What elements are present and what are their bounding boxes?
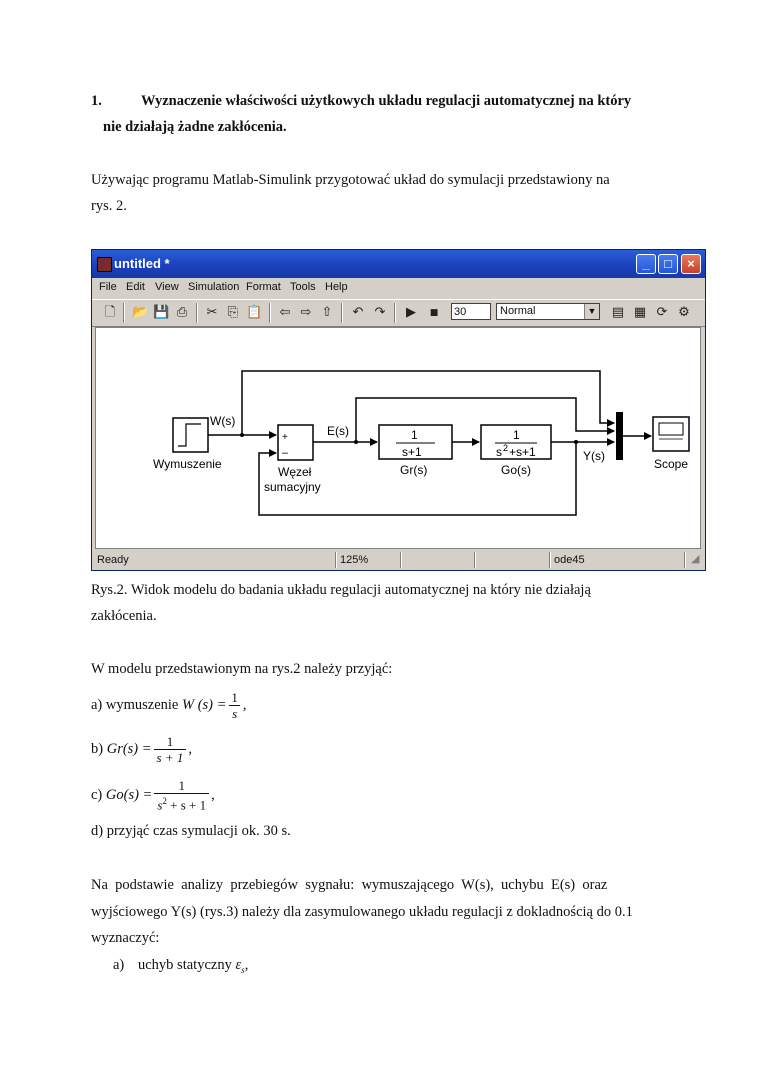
save-icon[interactable]: 💾	[153, 305, 170, 320]
list-item-a-text: uchyb statyczny	[138, 957, 236, 973]
sum-label-line1: Węzeł	[278, 465, 312, 479]
window-title: untitled *	[114, 256, 170, 271]
analysis-line1: Na podstawie analizy przebiegów sygnału: wymuszającego W(s), uchybu E(s) oraz	[91, 877, 608, 893]
go-label: Go(s)	[501, 463, 531, 477]
go-denominator-exponent: 2	[503, 443, 509, 453]
mux-block[interactable]	[616, 412, 623, 460]
scope-block[interactable]	[653, 417, 689, 451]
y-signal-label: Y(s)	[583, 449, 605, 463]
section-number: 1.	[91, 93, 102, 109]
source-label: Wymuszenie	[153, 457, 222, 471]
update-diagram-icon[interactable]: ⟳	[656, 305, 668, 320]
gr-label: Gr(s)	[400, 463, 428, 477]
item-c	[91, 777, 215, 813]
open-folder-icon[interactable]: 📂	[132, 305, 149, 320]
item-c-suffix: ,	[211, 786, 215, 803]
intro-line1: Używając programu Matlab-Simulink przygotować układ do symulacji przedstawiony na	[91, 172, 610, 188]
menu-edit[interactable]: Edit	[126, 281, 145, 293]
up-arrow-icon[interactable]: ⇧	[321, 305, 333, 320]
gr-denominator: s+1	[402, 445, 422, 459]
new-file-icon[interactable]: 🗋	[104, 305, 116, 320]
item-c-denominator-s: s	[157, 797, 163, 813]
cut-icon[interactable]: ✂	[206, 305, 218, 320]
forward-arrow-icon[interactable]: ⇨	[300, 305, 312, 320]
item-b-lhs: Gr(s) =	[106, 740, 152, 757]
toolbar	[92, 299, 705, 327]
analysis-line2: wyjściowego Y(s) (rys.3) należy dla zasymulowanego układu regulacji z dokladnością do 0.1	[91, 904, 633, 920]
item-c-denominator-exponent: 2	[162, 795, 167, 806]
gr-numerator: 1	[411, 428, 418, 442]
title-bar[interactable]	[92, 250, 705, 278]
item-b-prefix: b)	[91, 740, 104, 757]
model-explorer-icon[interactable]: ⚙	[678, 305, 690, 320]
paste-icon[interactable]: 📋	[246, 305, 263, 320]
simulation-mode-select[interactable]	[496, 303, 600, 320]
item-c-lhs: Go(s) =	[105, 786, 153, 803]
list-item-a-suffix: ,	[244, 957, 249, 973]
item-c-denominator-rest: + s + 1	[166, 797, 207, 813]
item-b-denominator: s + 1	[154, 749, 187, 765]
model-canvas[interactable]	[95, 327, 701, 549]
model-intro: W modelu przedstawionym na rys.2 należy przyjąć:	[91, 661, 393, 677]
item-d: d) przyjąć czas symulacji ok. 30 s.	[91, 823, 291, 839]
scope-label: Scope	[654, 457, 689, 471]
section-title-line2: nie działają żadne zakłócenia.	[103, 119, 287, 135]
e-signal-label: E(s)	[327, 424, 349, 438]
gr-transfer-block[interactable]	[379, 425, 452, 459]
menu-view[interactable]: View	[155, 281, 179, 293]
menu-help[interactable]: Help	[325, 281, 348, 293]
item-a	[91, 688, 247, 722]
item-a-denominator: s	[229, 705, 240, 721]
item-c-numerator: 1	[178, 777, 185, 793]
item-c-prefix: c)	[91, 786, 103, 803]
list-item-a-symbol: ε	[235, 957, 242, 973]
back-arrow-icon[interactable]: ⇦	[279, 305, 291, 320]
item-a-suffix: ,	[242, 696, 247, 713]
undo-icon[interactable]: ↶	[352, 305, 364, 320]
stop-time-input[interactable]: 30	[451, 303, 491, 320]
menu-bar	[92, 278, 705, 298]
go-numerator: 1	[513, 428, 520, 442]
minimize-button[interactable]: _	[636, 254, 656, 274]
item-b-suffix: ,	[188, 740, 193, 757]
figure-caption-line1: Rys.2. Widok modelu do badania układu regulacji automatycznej na który nie działają	[91, 582, 591, 598]
item-b-numerator: 1	[166, 733, 174, 749]
item-a-lhs: W (s) =	[182, 696, 227, 713]
status-solver: ode45	[554, 554, 585, 566]
list-item-a-marker: a)	[113, 957, 125, 973]
figure-caption-line2: zakłócenia.	[91, 608, 157, 624]
start-simulation-icon[interactable]: ▶	[406, 305, 416, 320]
analysis-line3: wyznaczyć:	[91, 930, 160, 946]
build-icon[interactable]: ▤	[611, 305, 625, 320]
sum-plus-sign: +	[282, 432, 288, 443]
go-transfer-block[interactable]	[481, 425, 551, 459]
simulink-app-icon	[97, 257, 112, 272]
intro-line2: rys. 2.	[91, 198, 127, 214]
item-a-prefix: a) wymuszenie	[91, 696, 179, 713]
copy-icon[interactable]: ⎘	[227, 305, 239, 320]
chevron-down-icon[interactable]: ▼	[584, 304, 599, 319]
menu-simulation[interactable]: Simulation	[188, 281, 240, 293]
list-item-a-subscript: s	[241, 964, 245, 975]
library-browser-icon[interactable]: ▦	[633, 305, 647, 320]
simulation-mode-value: Normal	[500, 305, 536, 317]
item-a-numerator: 1	[231, 689, 238, 705]
simulink-window	[91, 249, 706, 571]
status-zoom: 125%	[340, 554, 369, 566]
go-denominator-rest: +s+1	[509, 445, 536, 459]
list-item-a	[138, 957, 248, 975]
menu-file[interactable]: File	[99, 281, 117, 293]
status-ready: Ready	[97, 554, 129, 566]
maximize-button[interactable]: □	[658, 254, 678, 274]
redo-icon[interactable]: ↷	[374, 305, 386, 320]
stop-simulation-icon[interactable]: ■	[429, 308, 439, 318]
print-icon[interactable]: ⎙	[176, 305, 188, 320]
sum-block[interactable]	[278, 425, 313, 460]
close-button[interactable]: ×	[681, 254, 701, 274]
sum-minus-sign: –	[282, 447, 289, 459]
block-diagram	[96, 328, 700, 548]
menu-format[interactable]: Format	[246, 281, 281, 293]
section-title-line1: Wyznaczenie właściwości użytkowych układu regulacji automatycznej na który	[141, 93, 632, 109]
sum-label-line2: sumacyjny	[264, 480, 321, 494]
menu-tools[interactable]: Tools	[290, 281, 316, 293]
resize-grip-icon[interactable]: ◢	[691, 553, 700, 565]
status-bar	[92, 550, 705, 570]
step-source-block[interactable]	[173, 418, 208, 452]
item-b	[91, 732, 192, 766]
go-denominator-s: s	[496, 445, 502, 459]
w-signal-label: W(s)	[210, 414, 236, 428]
